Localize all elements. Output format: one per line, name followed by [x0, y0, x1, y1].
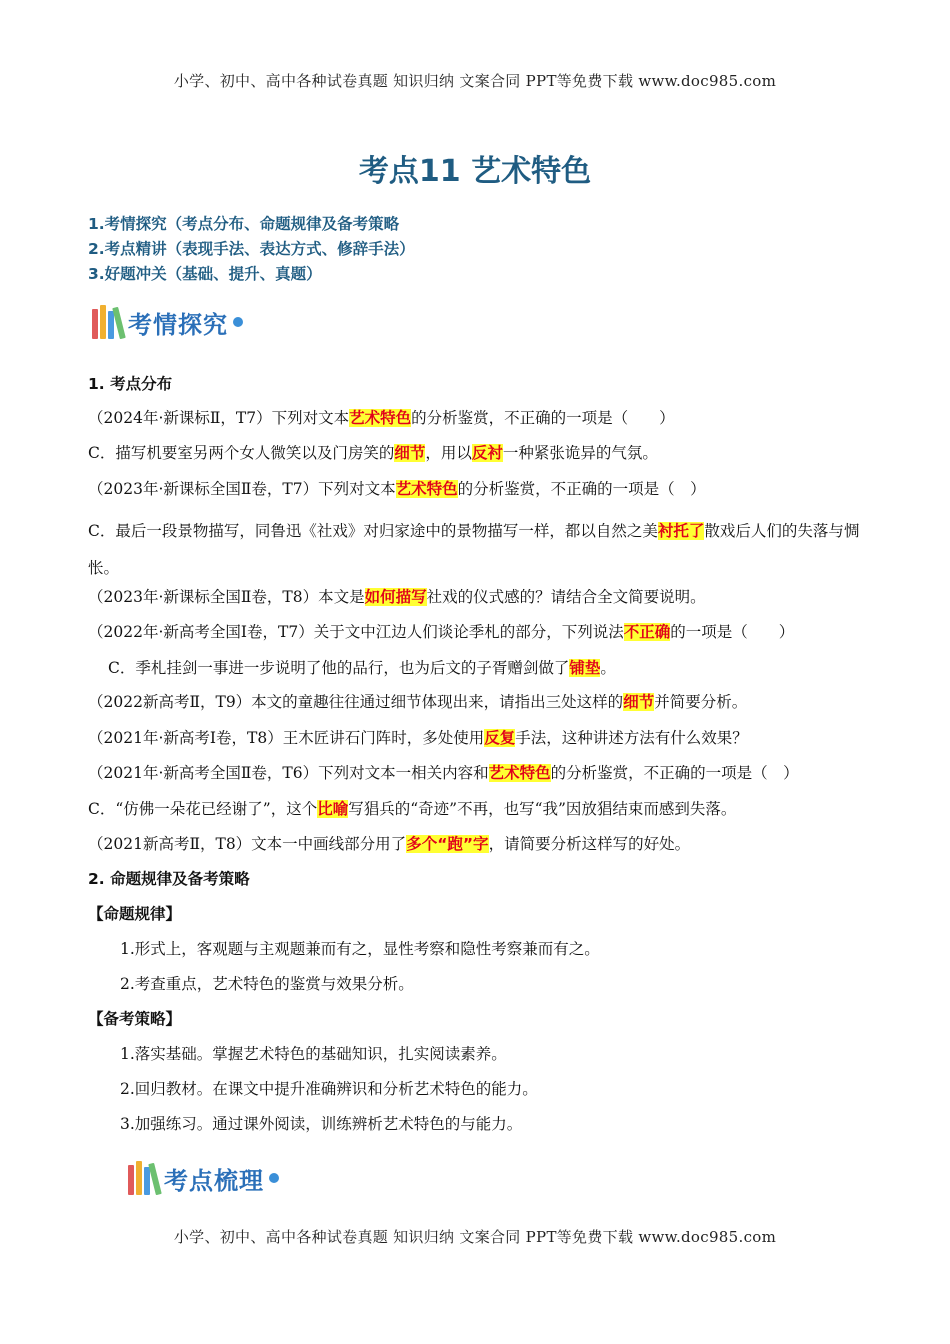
rule-item: 2.考查重点，艺术特色的鉴赏与效果分析。: [120, 975, 414, 993]
highlight: 艺术特色: [349, 409, 412, 427]
toc-item: 1.考情探究（考点分布、命题规律及备考策略: [88, 215, 400, 233]
highlight: 多个“跑”字: [406, 835, 489, 853]
page-header: 小学、初中、高中各种试卷真题 知识归纳 文案合同 PPT等免费下载 www.doc985.com: [173, 72, 777, 90]
rules-label: 【命题规律】: [88, 905, 182, 923]
dot-icon: [269, 1173, 279, 1183]
strategy-item: 2.回归教材。在课文中提升准确辨识和分析艺术特色的能力。: [120, 1080, 538, 1098]
highlight: 细节: [623, 693, 655, 711]
section-heading: 1. 考点分布: [88, 375, 173, 393]
books-icon: [128, 1161, 160, 1195]
option-line: C．最后一段景物描写，同鲁迅《社戏》对归家途中的景物描写一样，都以自然之美衬托了散戏后人们的失落与惆怅。: [88, 522, 860, 577]
section-banner-exam-analysis: [92, 302, 243, 342]
highlight: 如何描写: [364, 588, 427, 606]
question-line: （2021新高考Ⅱ，T8）文本一中画线部分用了多个“跑”字，请简要分析这样写的好处。: [88, 835, 691, 853]
books-icon: [92, 305, 124, 339]
dot-icon: [233, 317, 243, 327]
option-line: C．“仿佛一朵花已经谢了”，这个比喻写猖兵的“奇迹”不再，也写“我”因放猖结束而感到失落。: [88, 800, 737, 818]
option-line: C．季札挂剑一事进一步说明了他的品行，也为后文的子胥赠剑做了铺垫。: [108, 659, 616, 677]
highlight: 细节: [394, 444, 426, 462]
option-line: C．描写机要室另两个女人微笑以及门房笑的细节，用以反衬一种紧张诡异的气氛。: [88, 444, 658, 462]
toc-item: 2.考点精讲（表现手法、表达方式、修辞手法）: [88, 240, 415, 258]
question-line: （2021年·新高考Ⅰ卷，T8）王木匠讲石门阵时，多处使用反复手法，这种讲述方法有什么效果？: [88, 729, 748, 747]
question-line: （2023年·新课标全国Ⅱ卷，T8）本文是如何描写社戏的仪式感的？请结合全文简要说明。: [88, 588, 706, 606]
question-line: （2022新高考Ⅱ，T9）本文的童趣往往通过细节体现出来，请指出三处这样的细节并简要分析。: [88, 693, 748, 711]
banner-title: 考点梳理: [164, 1166, 264, 1195]
toc: [88, 212, 415, 287]
banner-title: 考情探究: [128, 310, 228, 339]
toc-item: 3.好题冲关（基础、提升、真题）: [88, 265, 322, 283]
highlight: 比喻: [317, 800, 349, 818]
rule-item: 1.形式上，客观题与主观题兼而有之，显性考察和隐性考察兼而有之。: [120, 940, 600, 958]
highlight: 铺垫: [569, 659, 601, 677]
strategy-item: 3.加强练习。通过课外阅读，训练辨析艺术特色的与能力。: [120, 1115, 523, 1133]
highlight: 不正确: [623, 623, 671, 641]
strategy-label: 【备考策略】: [88, 1010, 182, 1028]
section-banner-knowledge: [128, 1158, 279, 1198]
page-footer: 小学、初中、高中各种试卷真题 知识归纳 文案合同 PPT等免费下载 www.doc985.com: [173, 1228, 777, 1246]
question-line: （2022年·新高考全国Ⅰ卷，T7）关于文中江边人们谈论季札的部分，下列说法不正确的一项是（ ）: [88, 623, 795, 641]
highlight: 反衬: [471, 444, 503, 462]
question-line: （2024年·新课标Ⅱ，T7）下列对文本艺术特色的分析鉴赏，不正确的一项是（ ）: [88, 409, 675, 427]
section-heading: 2. 命题规律及备考策略: [88, 870, 250, 888]
question-line: （2021年·新高考全国Ⅱ卷，T6）下列对文本一相关内容和艺术特色的分析鉴赏，不正确的一项是（ ）: [88, 764, 799, 782]
highlight: 反复: [484, 729, 516, 747]
question-line: （2023年·新课标全国Ⅱ卷，T7）下列对文本艺术特色的分析鉴赏，不正确的一项是（ ）: [88, 480, 706, 498]
highlight: 艺术特色: [488, 764, 551, 782]
strategy-item: 1.落实基础。掌握艺术特色的基础知识，扎实阅读素养。: [120, 1045, 507, 1063]
highlight: 艺术特色: [395, 480, 458, 498]
page-title: 考点11 艺术特色: [358, 154, 592, 189]
highlight: 衬托了: [657, 522, 705, 540]
